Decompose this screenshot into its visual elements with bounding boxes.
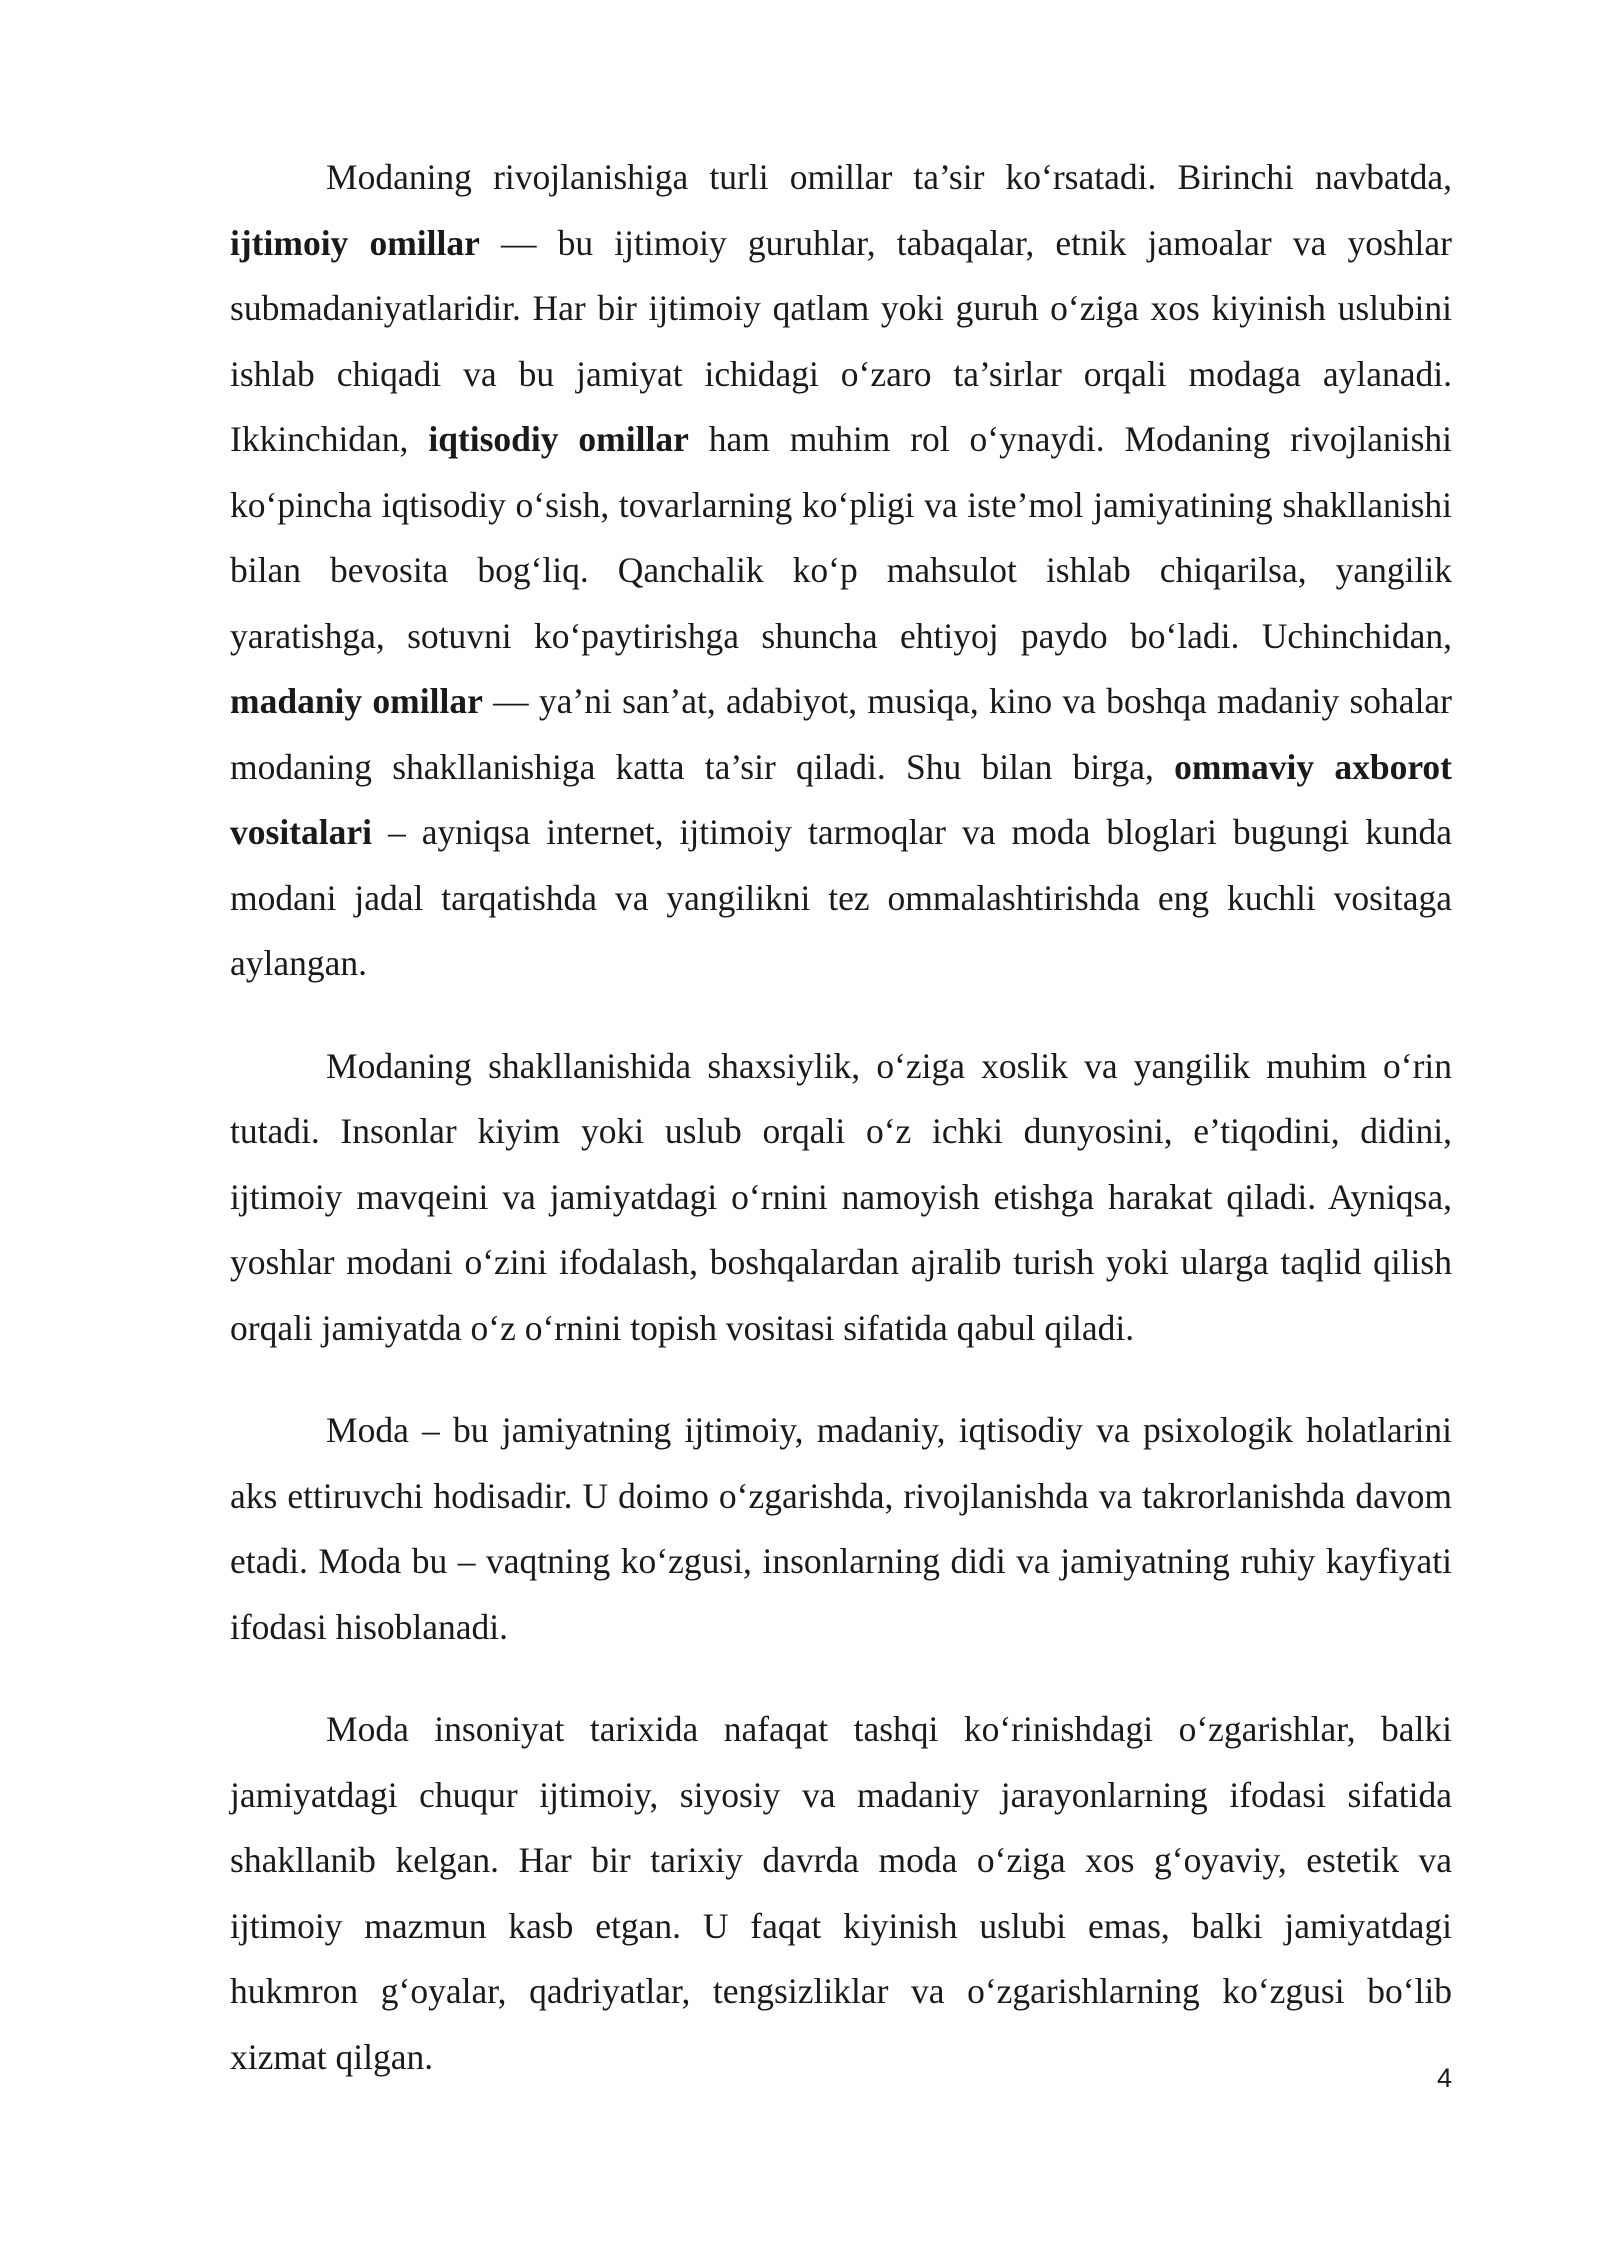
paragraph-1-text: — bu ijtimoiy guruhlar, tabaqalar, etnik jamoalar va yoshlar submadaniyatlaridir. Har bir ijtimoiy qatlam yoki guruh o‘ziga xos kiyinish uslubini ishlab chiqadi va bu jamiyat ichidagi o‘zaro ta’sirlar orqali modaga aylanadi. Ikkinchidan, (230, 222, 1452, 459)
paragraph-1 (230, 145, 1452, 997)
page-number: 4 (1436, 2063, 1452, 2093)
paragraph-2-text: Modaning shakllanishida shaxsiylik, o‘ziga xoslik va yangilik muhim o‘rin tutadi. Insonlar kiyim yoki uslub orqali o‘z ichki dunyosini, e’tiqodini, didini, ijtimoiy mavqeini va jamiyatdagi o‘rnini namoyish etishga harakat qiladi. Ayniqsa, yoshlar modani o‘zini ifodalash, boshqalardan ajralib turish yoki ularga taqlid qilish orqali jamiyatda o‘z o‘rnini topish vositasi sifatida qabul qiladi. (230, 1045, 1452, 1348)
paragraph-1-text: — ya’ni san’at, adabiyot, musiqa, kino va boshqa madaniy sohalar modaning shakllanishiga katta ta’sir qiladi. Shu bilan birga, (230, 681, 1453, 787)
term-ijtimoiy-omillar: ijtimoiy omillar (230, 222, 480, 263)
paragraph-1-text: Modaning rivojlanishiga turli omillar ta’sir ko‘rsatadi. Birinchi navbatda, (326, 157, 1452, 197)
paragraph-1-text: – ayniqsa internet, ijtimoiy tarmoqlar va moda bloglari bugungi kunda modani jadal tarqatishda va yangilikni tez ommalashtirishda eng kuchli vositaga aylangan. (230, 812, 1452, 983)
term-madaniy-omillar: madaniy omillar (230, 681, 483, 721)
term-ommaviy-axborot-vositalari: ommaviy axborot vositalari (230, 746, 1453, 852)
paragraph-4 (230, 1697, 1452, 2090)
paragraph-3 (230, 1398, 1452, 1660)
paragraph-3-text: Moda – bu jamiyatning ijtimoiy, madaniy, iqtisodiy va psixologik holatlarini aks ettiruvchi hodisadir. U doimo o‘zgarishda, rivojlanishda va takrorlanishda davom etadi. Moda bu – vaqtning ko‘zgusi, insonlarning didi va jamiyatning ruhiy kayfiyati ifodasi hisoblanadi. (230, 1410, 1452, 1647)
paragraph-4-text: Moda insoniyat tarixida nafaqat tashqi ko‘rinishdagi o‘zgarishlar, balki jamiyatdagi chuqur ijtimoiy, siyosiy va madaniy jarayonlarning ifodasi sifatida shakllanib kelgan. Har bir tarixiy davrda moda o‘ziga xos g‘oyaviy, estetik va ijtimoiy mazmun kasb etgan. U faqat kiyinish uslubi emas, balki jamiyatdagi hukmron g‘oyalar, qadriyatlar, tengsizliklar va o‘zgarishlarning ko‘zgusi bo‘lib xizmat qilgan. (230, 1709, 1452, 2077)
term-iqtisodiy-omillar: iqtisodiy omillar (428, 419, 689, 459)
paragraph-2 (230, 1034, 1452, 1362)
document-body (230, 145, 1452, 2127)
paragraph-1-text: ham muhim rol o‘ynaydi. Modaning rivojlanishi ko‘pincha iqtisodiy o‘sish, tovarlarning ko‘pligi va iste’mol jamiyatining shakllanishi bilan bevosita bog‘liq. Qanchalik ko‘p mahsulot ishlab chiqarilsa, yangilik yaratishga, sotuvni ko‘paytirishga shuncha ehtiyoj paydo bo‘ladi. Uchinchidan, (230, 419, 1452, 656)
